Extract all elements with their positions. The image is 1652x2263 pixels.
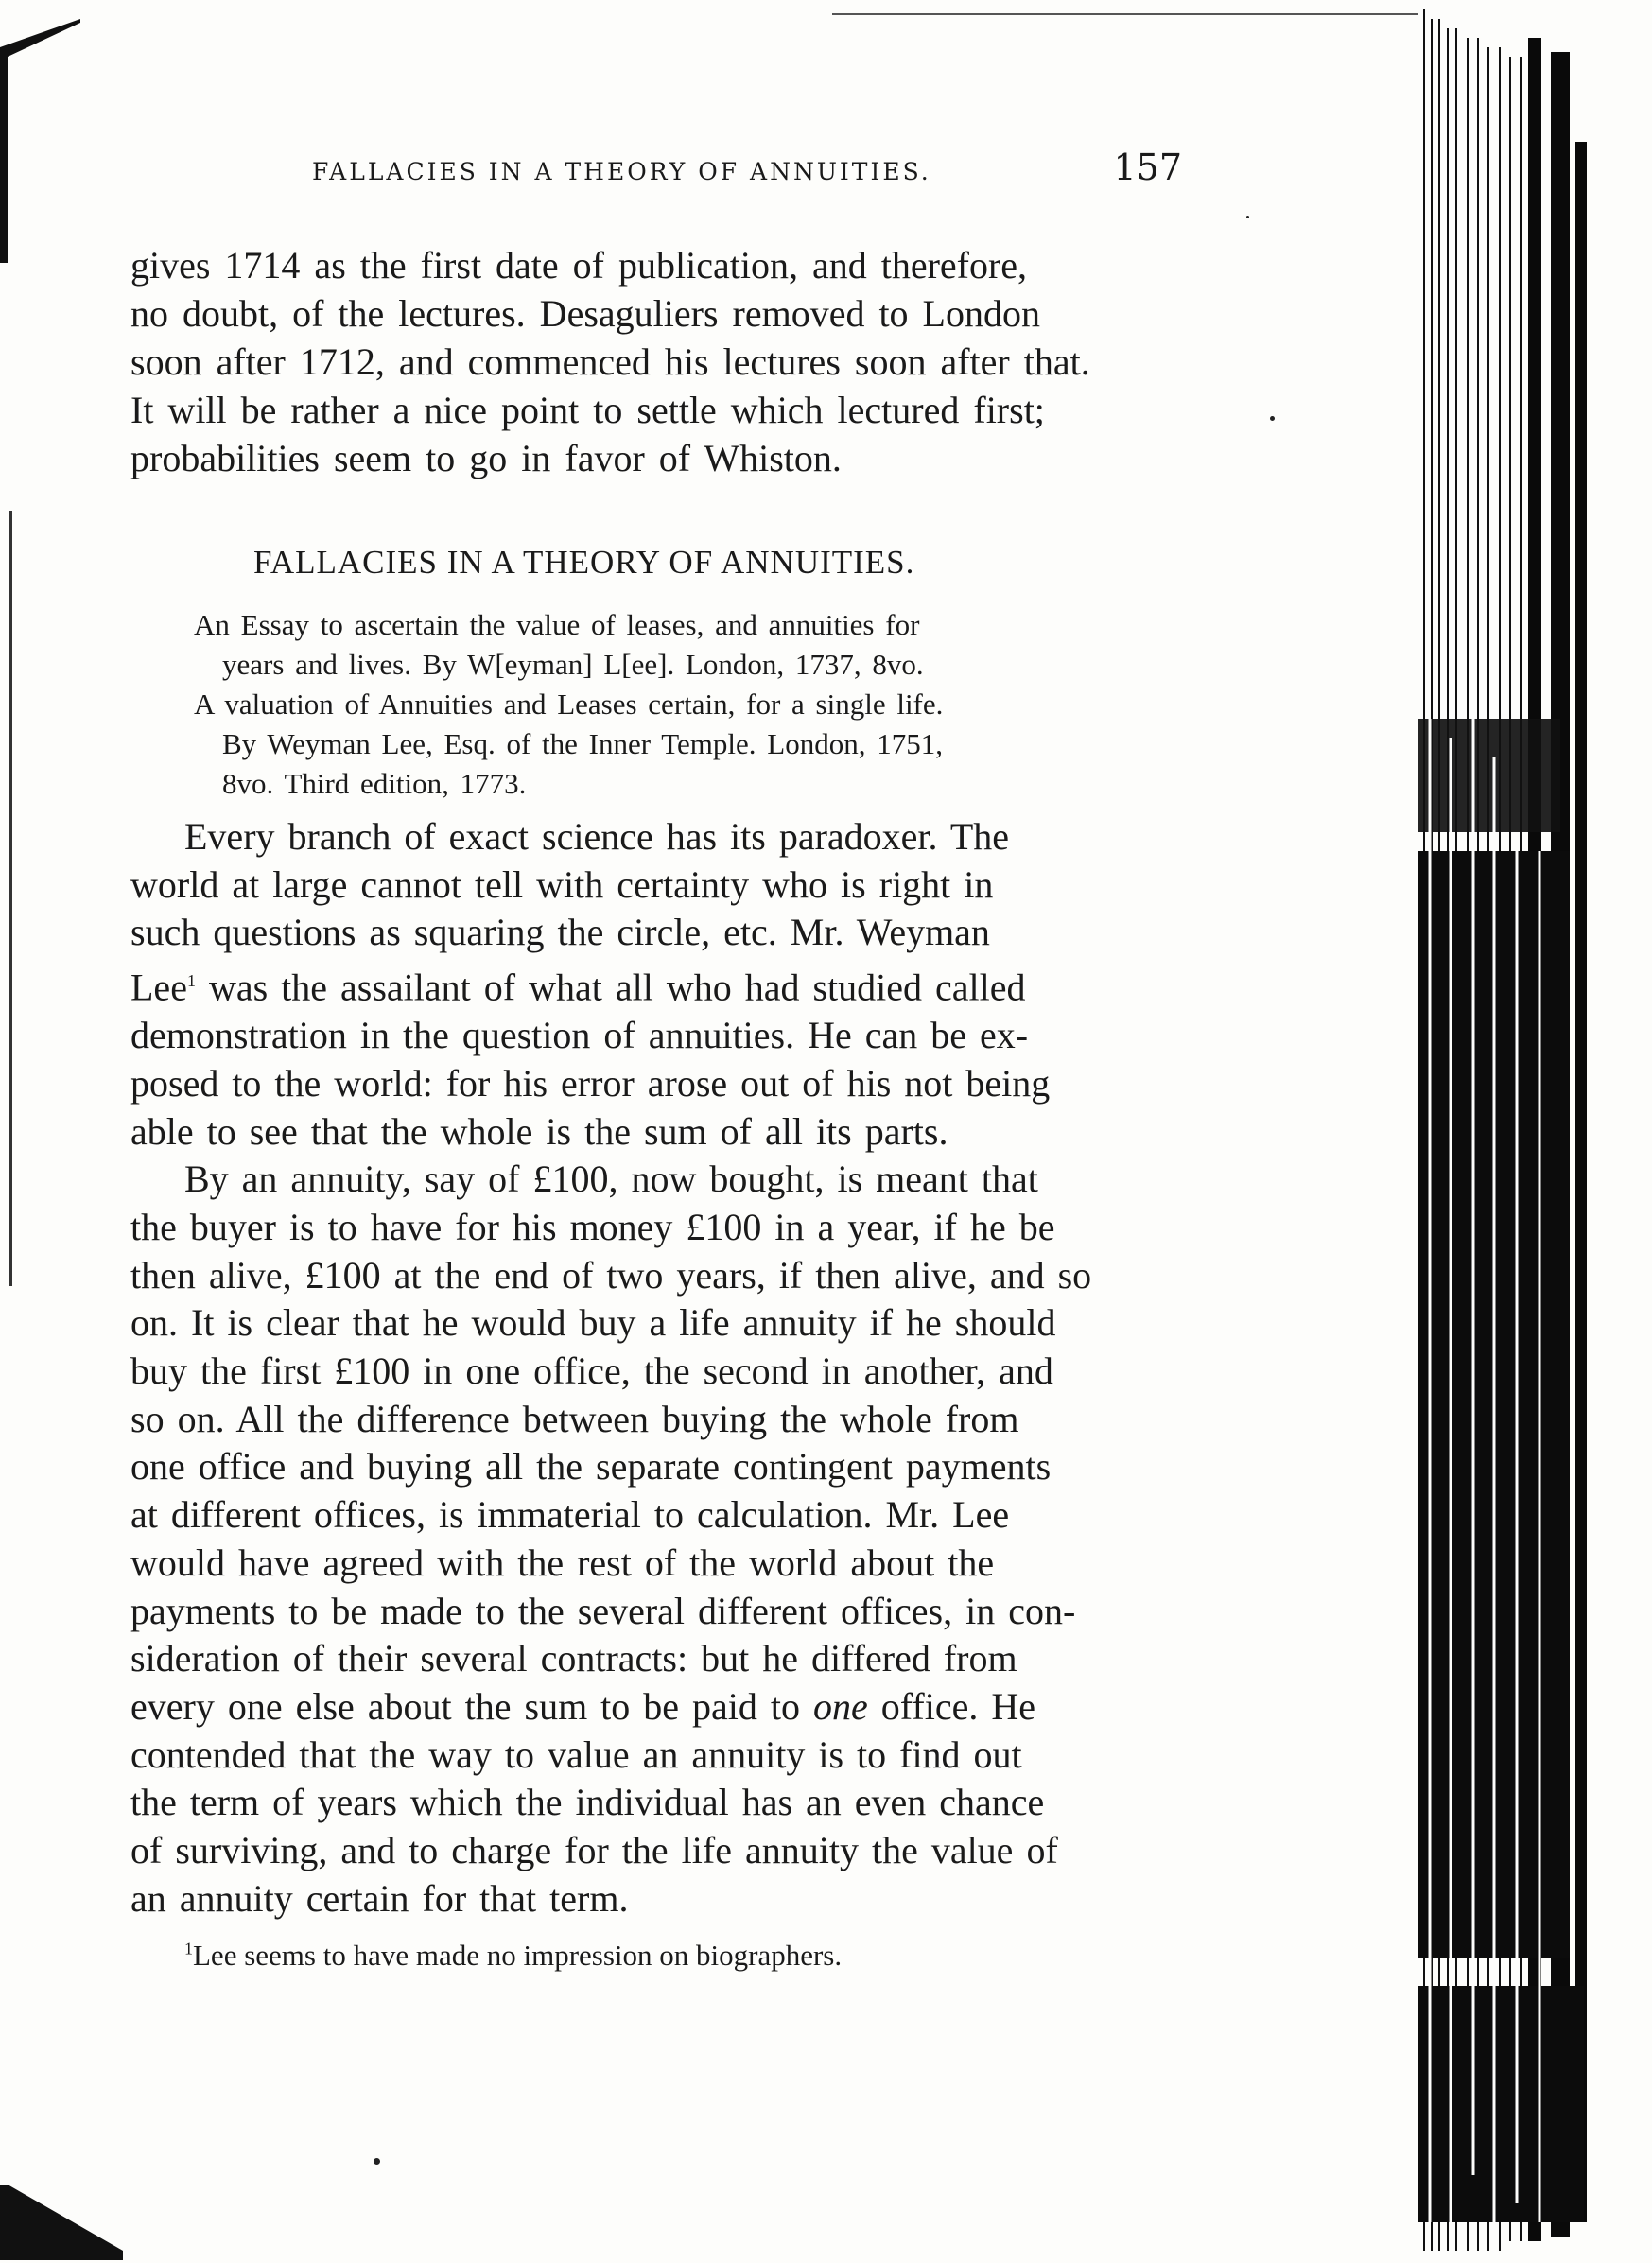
text-line: then alive, £100 at the end of two years, if then alive, and so bbox=[130, 1253, 1092, 1297]
scan-left-rule bbox=[9, 511, 12, 1286]
text-line: demonstration in the question of annuities. He can be ex- bbox=[130, 1014, 1029, 1057]
text-line: of surviving, and to charge for the life annuity the value of bbox=[130, 1829, 1058, 1872]
text-line: gives 1714 as the first date of publication, and therefore, bbox=[130, 244, 1028, 287]
text-line: world at large cannot tell with certainty who is right in bbox=[130, 862, 994, 906]
emphasis: one bbox=[813, 1684, 868, 1728]
scan-speck bbox=[1246, 216, 1249, 218]
running-title: FALLACIES IN A THEORY OF ANNUITIES. bbox=[312, 158, 931, 185]
text-line bbox=[130, 1683, 1161, 1732]
text-line: the buyer is to have for his money £100 in a year, if he be bbox=[130, 1205, 1055, 1248]
footnote bbox=[184, 1939, 842, 1973]
text-line: one office and buying all the separate contingent payments bbox=[130, 1445, 1052, 1488]
scan-speck bbox=[1270, 416, 1275, 421]
reference-line: By Weyman Lee, Esq. of the Inner Temple. London, 1751, bbox=[222, 727, 943, 760]
book-page-edges bbox=[1418, 0, 1652, 2263]
reference-line: 8vo. Third edition, 1773. bbox=[222, 767, 527, 800]
footnote-reference[interactable]: 1 bbox=[186, 971, 196, 991]
body-text bbox=[130, 813, 1161, 1924]
text-fragment: was the assailant of what all who had studied called bbox=[195, 966, 1026, 1009]
text-line: so on. All the difference between buying the whole from bbox=[130, 1397, 1019, 1440]
scan-top-rule bbox=[832, 13, 1418, 15]
scan-speck bbox=[374, 2158, 380, 2165]
text-line: By an annuity, say of £100, now bought, is meant that bbox=[184, 1158, 1038, 1201]
text-fragment: every one else about the sum to be paid to bbox=[130, 1684, 814, 1728]
reference-line: A valuation of Annuities and Leases certain, for a single life. bbox=[194, 688, 944, 721]
running-head bbox=[312, 147, 1182, 203]
text-line: would have agreed with the rest of the world about the bbox=[130, 1541, 995, 1584]
text-line: payments to be made to the several different offices, in con- bbox=[130, 1589, 1076, 1632]
text-line: an annuity certain for that term. bbox=[130, 1876, 629, 1920]
text-fragment: office. He bbox=[867, 1684, 1035, 1728]
footnote-text: Lee seems to have made no impression on biographers. bbox=[193, 1939, 843, 1972]
reference-line: An Essay to ascertain the value of leases, and annuities for bbox=[194, 608, 920, 641]
text-line: sideration of their several contracts: but he differed from bbox=[130, 1637, 1017, 1680]
text-line bbox=[130, 957, 1161, 1012]
text-line: probabilities seem to go in favor of Whiston. bbox=[130, 437, 842, 479]
scan-corner-mark-bottom bbox=[0, 2185, 132, 2263]
text-line: buy the first £100 in one office, the second in another, and bbox=[130, 1349, 1053, 1393]
text-line: at different offices, is immaterial to calculation. Mr. Lee bbox=[130, 1493, 1010, 1537]
reference-list bbox=[194, 605, 1168, 804]
text-line: posed to the world: for his error arose out of his not being bbox=[130, 1061, 1051, 1105]
text-line: contended that the way to value an annuity is to find out bbox=[130, 1732, 1022, 1776]
text-line: able to see that the whole is the sum of all its parts. bbox=[130, 1109, 948, 1153]
reference-line: years and lives. By W[eyman] L[ee]. London, 1737, 8vo. bbox=[222, 648, 924, 681]
footnote-marker: 1 bbox=[184, 1939, 193, 1958]
text-line: soon after 1712, and commenced his lectures soon after that. bbox=[130, 340, 1090, 383]
section-title: FALLACIES IN A THEORY OF ANNUITIES. bbox=[253, 544, 915, 581]
intro-paragraph bbox=[130, 241, 1161, 482]
text-line: It will be rather a nice point to settle which lectured first; bbox=[130, 389, 1045, 431]
text-fragment: Lee bbox=[130, 966, 187, 1009]
text-line: the term of years which the individual has an even chance bbox=[130, 1781, 1045, 1824]
text-line: no doubt, of the lectures. Desaguliers removed to London bbox=[130, 292, 1040, 335]
text-line: such questions as squaring the circle, etc. Mr. Weyman bbox=[130, 911, 990, 954]
text-line: on. It is clear that he would buy a life annuity if he should bbox=[130, 1301, 1056, 1345]
page-number: 157 bbox=[1113, 147, 1182, 188]
scan-corner-mark-top bbox=[0, 19, 85, 265]
text-line: Every branch of exact science has its paradoxer. The bbox=[184, 815, 1009, 858]
